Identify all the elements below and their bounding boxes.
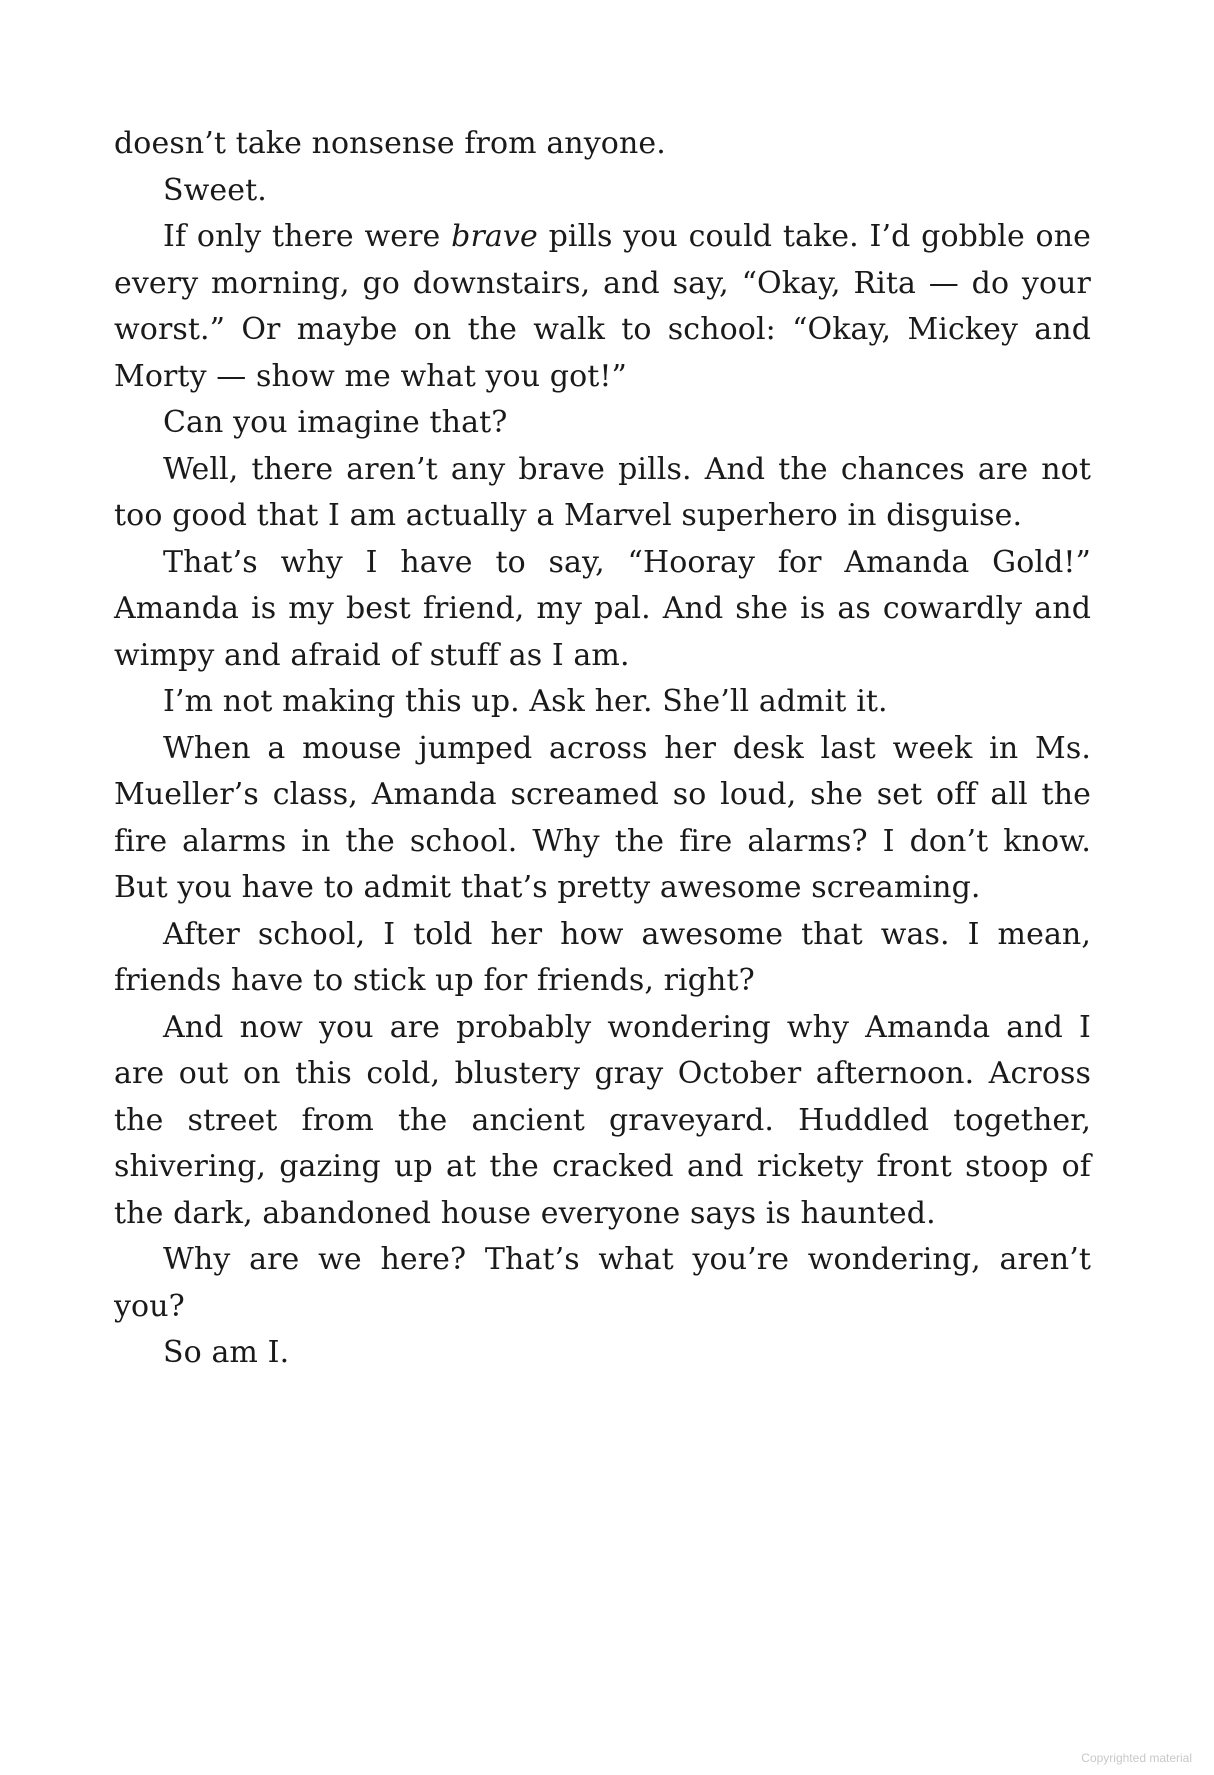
paragraph-8: When a mouse jumped across her desk last week in Ms. Mueller’s class, Amanda screamed so loud, she set off all the fire alarms in the school. Why the fire alarms? I don’t know. But you have to admit that’s pretty awesome screaming. (114, 730, 1091, 905)
paragraph-3-text-b: pills you could take. I’d gobble one every morning, go downstairs, and say, “Okay, Rita — do your worst.” Or maybe on the walk to school: “Okay, Mickey and Morty — show me what you got!” (114, 219, 1091, 394)
paragraph-11: Why are we here? That’s what you’re wondering, aren’t you? (114, 1242, 1091, 1324)
paragraph-10: And now you are probably wondering why Amanda and I are out on this cold, blustery gray October afternoon. Across the street from the ancient graveyard. Huddled together, shivering, gazing up at the cracked and rickety front stoop of the dark, abandoned house everyone says is haunted. (114, 1009, 1091, 1231)
paragraph-12: So am I. (163, 1335, 290, 1370)
paragraph-3-text-a: If only there were (163, 219, 452, 254)
paragraph-5: Well, there aren’t any brave pills. And the chances are not too good that I am actually a Marvel superhero in disguise. (114, 451, 1091, 533)
paragraph-9: After school, I told her how awesome that was. I mean, friends have to stick up for friends, right? (114, 916, 1091, 998)
page-text (114, 121, 1091, 1377)
paragraph-3 (114, 214, 1091, 400)
paragraph-6: That’s why I have to say, “Hooray for Amanda Gold!” Amanda is my best friend, my pal. And she is as cowardly and wimpy and afraid of stuff as I am. (114, 544, 1091, 673)
paragraph-1: doesn’t take nonsense from anyone. (114, 126, 666, 161)
paragraph-4: Can you imagine that? (163, 405, 508, 440)
copyright-watermark: Copyrighted material (1081, 1751, 1192, 1765)
paragraph-2: Sweet. (163, 172, 267, 208)
paragraph-7: I’m not making this up. Ask her. She’ll admit it. (163, 684, 888, 719)
paragraph-3-italic: brave (451, 219, 538, 254)
